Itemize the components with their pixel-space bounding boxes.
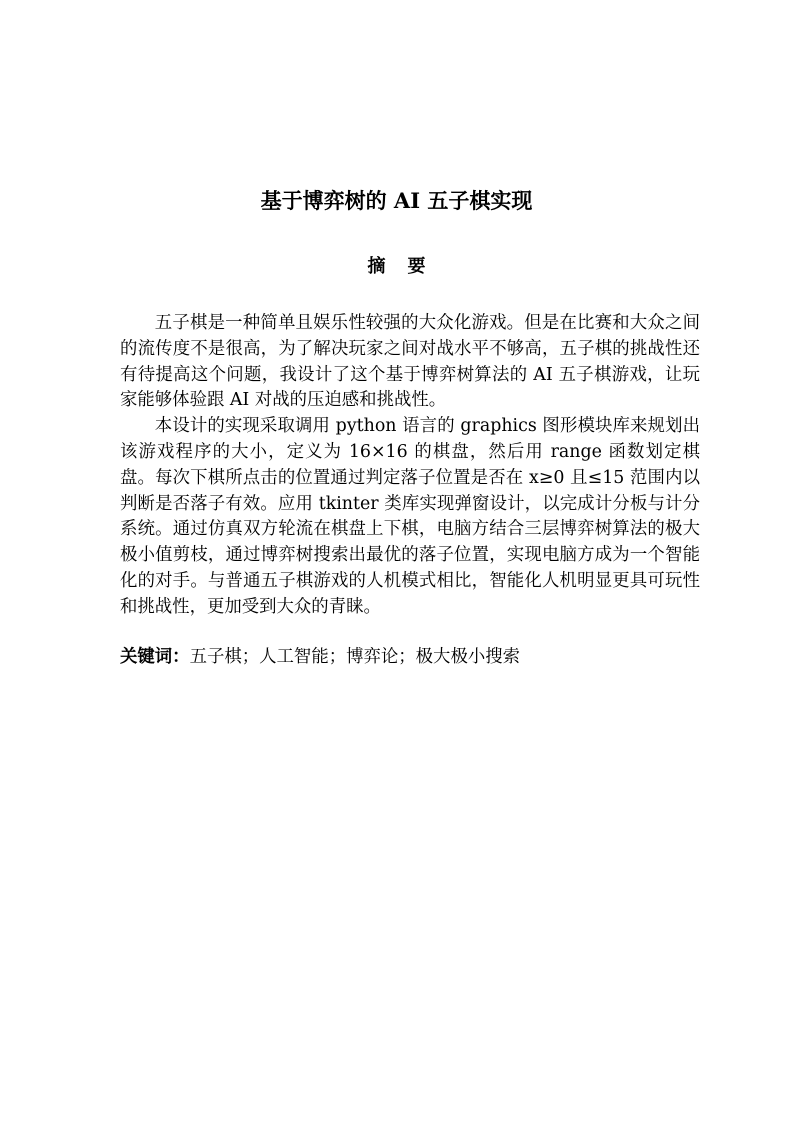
abstract-paragraph-2: 本设计的实现采取调用 python 语言的 graphics 图形模块库来规划出该游戏程序的大小，定义为 16×16 的棋盘，然后用 range 函数划定棋盘。每次下棋所点击的位置通过判定落子位置是否在 x≥0 且≤15 范围内以判断是否落子有效。应用 tkinter 类库实现弹窗设计，以完成计分板与计分系统。通过仿真双方轮流在棋盘上下棋，电脑方结合三层博弈树算法的极大极小值剪枝，通过博弈树搜索出最优的落子位置，实现电脑方成为一个智能化的对手。与普通五子棋游戏的人机模式相比，智能化人机明显更具可玩性和挑战性，更加受到大众的青睐。: [120, 416, 700, 617]
abstract-heading: 摘要: [367, 256, 448, 277]
keywords-text: 五子棋；人工智能；博弈论；极大极小搜索: [189, 647, 521, 667]
abstract-body: [120, 311, 700, 621]
keywords-line: [120, 644, 700, 670]
keywords-label: 关键词：: [120, 647, 190, 667]
page-title: 基于博弈树的 AI 五子棋实现: [260, 188, 533, 213]
abstract-paragraph-1: 五子棋是一种简单且娱乐性较强的大众化游戏。但是在比赛和大众之间的流传度不是很高，为了解决玩家之间对战水平不够高，五子棋的挑战性还有待提高这个问题，我设计了这个基于博弈树算法的 AI 五子棋游戏，让玩家能够体验跟 AI 对战的压迫感和挑战性。: [120, 313, 700, 411]
